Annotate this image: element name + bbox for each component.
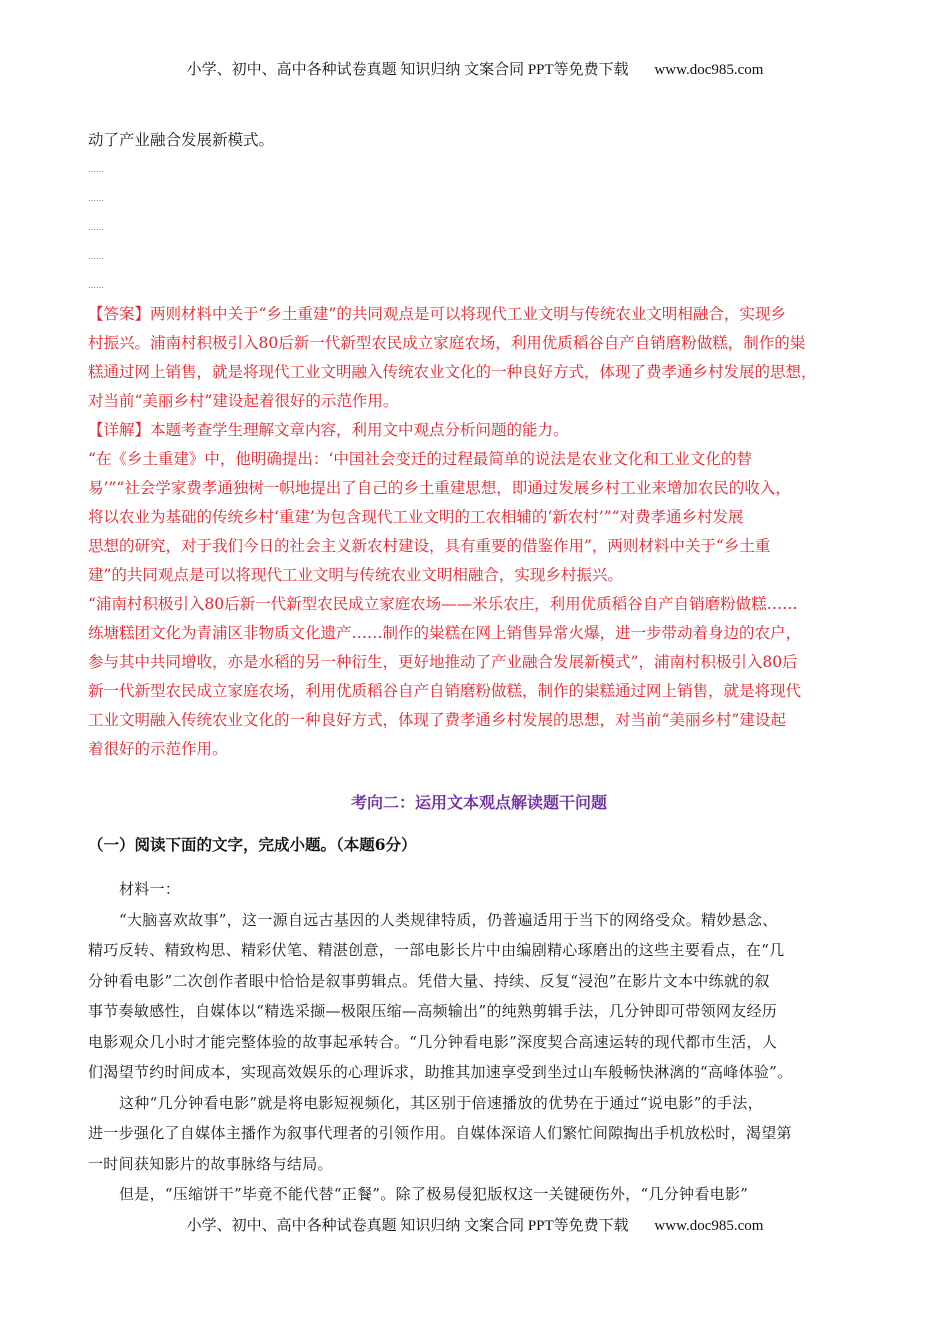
header-site-link[interactable]: www.doc985.com	[654, 62, 764, 78]
detail-line: 工业文明融入传统农业文化的一种良好方式，体现了费孝通乡村发展的思想，对当前“美丽乡村”建设起	[88, 711, 786, 729]
detail-block	[88, 416, 870, 764]
ellipsis-marker: ……	[88, 281, 104, 290]
document-body	[88, 126, 870, 1210]
material-line: 这种“几分钟看电影”就是将电影短视频化，其区别于倍速播放的优势在于通过“说电影”的手法，	[119, 1093, 763, 1112]
ellipsis-marker: ……	[88, 252, 104, 261]
detail-line: 【详解】本题考查学生理解文章内容，利用文中观点分析问题的能力。	[88, 421, 569, 439]
answer-line: 对当前“美丽乡村”建设起着很好的示范作用。	[88, 392, 399, 410]
question-title: （一）阅读下面的文字，完成小题。（本题6分）	[88, 835, 417, 854]
material-line: 电影观众几小时才能完整体验的故事起承转合。“几分钟看电影”深度契合高速运转的现代都市生活，人	[88, 1032, 778, 1051]
answer-line: 村振兴。浦南村积极引入80后新一代新型农民成立家庭农场，利用优质稻谷自产自销磨粉做糕，制作的粜	[88, 334, 806, 352]
detail-line: “浦南村积极引入80后新一代新型农民成立家庭农场——米乐农庄，利用优质稻谷自产自销磨粉做糕……	[88, 595, 798, 613]
ellipsis-marker: ……	[88, 223, 104, 232]
material-line: 一时间获知影片的故事脉络与结局。	[88, 1154, 333, 1173]
detail-line: 参与其中共同增收，亦是水稻的另一种衍生，更好地推动了产业融合发展新模式”，浦南村积极引入80后	[88, 653, 798, 671]
ellipsis-marker: ……	[88, 194, 104, 203]
material-line: 进一步强化了自媒体主播作为叙事代理者的引领作用。自媒体深谙人们繁忙间隙掏出手机放松时，渴望第	[88, 1124, 792, 1142]
page-footer	[0, 1214, 950, 1235]
detail-line: 易’”“社会学家费孝通独树一帜地提出了自己的乡土重建思想，即通过发展乡村工业来增加农民的收入，	[88, 479, 791, 497]
answer-block	[88, 300, 870, 416]
ellipsis-marker: ……	[88, 165, 104, 174]
detail-line: 练塘糕团文化为青浦区非物质文化遗产……制作的粜糕在网上销售异常火爆，进一步带动着身边的农户，	[88, 624, 802, 642]
detail-line: 新一代新型农民成立家庭农场，利用优质稻谷自产自销磨粉做糕，制作的粜糕通过网上销售，就是将现代	[88, 682, 802, 700]
material-line: 们渴望节约时间成本，实现高效娱乐的心理诉求，助推其加速享受到坐过山车般畅快淋漓的“高峰体验”。	[88, 1063, 793, 1081]
material-line: 精巧反转、精致构思、精彩伏笔、精湛创意，一部电影长片中由编剧精心琢磨出的这些主要看点，在“几	[88, 941, 785, 959]
material-block	[88, 874, 870, 1210]
detail-line: 着很好的示范作用。	[88, 740, 228, 758]
footer-text: 小学、初中、高中各种试卷真题 知识归纳 文案合同 PPT等免费下载	[186, 1218, 629, 1234]
answer-line: 【答案】两则材料中关于“乡土重建”的共同观点是可以将现代工业文明与传统农业文明相融合，实现乡	[88, 305, 786, 323]
section-heading: 考向二：运用文本观点解读题干问题	[350, 793, 607, 812]
material-line: 分钟看电影”二次创作者眼中恰恰是叙事剪辑点。凭借大量、持续、反复“浸泡”在影片文本中练就的叙	[88, 971, 770, 990]
footer-site-link[interactable]: www.doc985.com	[654, 1218, 764, 1234]
detail-line: 建”的共同观点是可以将现代工业文明与传统农业文明相融合，实现乡村振兴。	[88, 566, 623, 584]
ellipsis-list	[88, 155, 870, 300]
header-text: 小学、初中、高中各种试卷真题 知识归纳 文案合同 PPT等免费下载	[186, 62, 629, 78]
material-label: 材料一：	[119, 880, 181, 898]
material-line: “大脑喜欢故事”，这一源自远古基因的人类规律特质，仍普遍适用于当下的网络受众。精妙悬念、	[119, 910, 778, 929]
detail-line: 将以农业为基础的传统乡村‘重建’为包含现代工业文明的工农相辅的‘新农村’”“对费孝通乡村发展	[88, 508, 744, 526]
detail-line: 思想的研究，对于我们今日的社会主义新农村建设，具有重要的借鉴作用”，两则材料中关于“乡土重	[88, 537, 771, 555]
page-header	[0, 58, 950, 79]
material-line: 但是，“压缩饼干”毕竟不能代替“正餐”。除了极易侵犯版权这一关键硬伤外，“几分钟看电影”	[119, 1185, 749, 1203]
continuation-text: 动了产业融合发展新模式。	[88, 131, 275, 149]
answer-line: 糕通过网上销售，就是将现代工业文明融入传统农业文化的一种良好方式，体现了费孝通乡村发展的思想，	[88, 363, 817, 381]
material-line: 事节奏敏感性，自媒体以“精选采撷—极限压缩—高频输出”的纯熟剪辑手法，几分钟即可带领网友经历	[88, 1002, 778, 1020]
detail-line: “在《乡土重建》中，他明确提出：‘中国社会变迁的过程最简单的说法是农业文化和工业文化的替	[88, 450, 752, 468]
